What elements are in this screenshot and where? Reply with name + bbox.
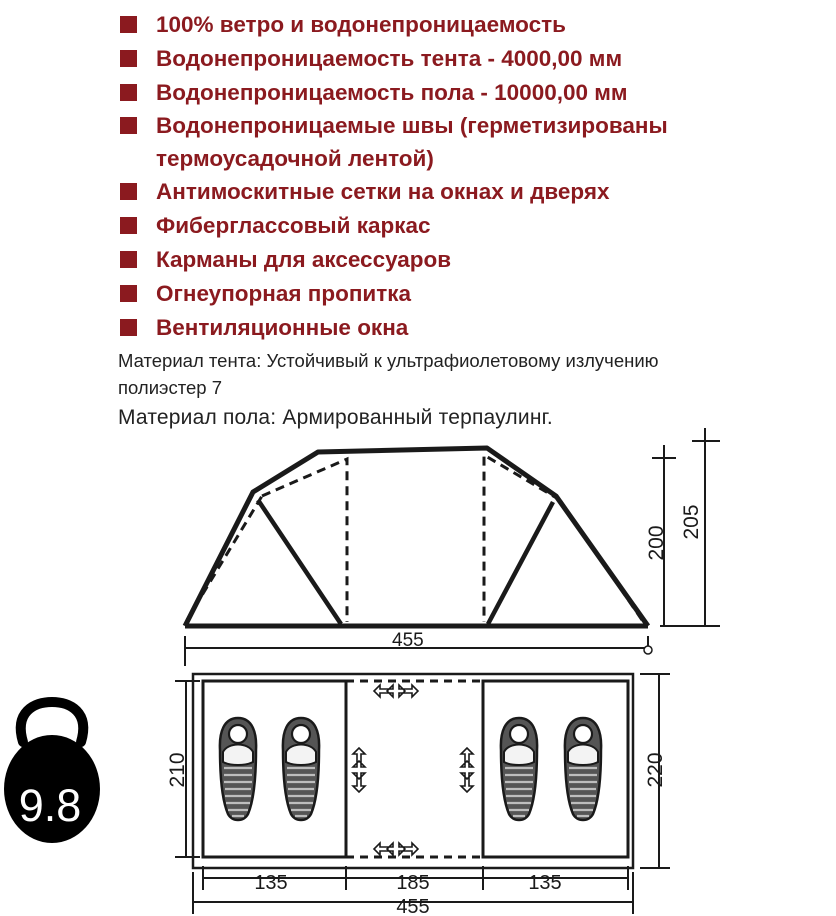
weight-value: 9.8 [18,780,82,831]
tent-material-text: Материал тента: Устойчивый к ультрафиолетовому излучению [118,350,659,371]
sleeping-bag-icon [283,718,319,820]
floor-material-text: Материал пола: Армированный терпаулинг. [118,406,553,429]
inner-height-label: 200 [645,525,668,561]
room-right-label: 135 [528,872,562,894]
sleeping-bag-icon [220,718,256,820]
total-height-label: 205 [680,504,703,540]
feature-item: Водонепроницаемые швы (герметизированы термоусадочной лентой) [118,109,828,175]
tent-material-text-cont: полиэстер 7 [118,377,222,398]
side-width-label: 455 [392,630,424,651]
feature-item: Фиберглассовый каркас [118,209,828,243]
feature-item: Вентиляционные окна [118,311,828,345]
feature-item: Огнеупорная пропитка [118,277,828,311]
inner-depth-label: 210 [166,752,189,788]
room-left-label: 135 [254,872,288,894]
feature-item: Антимоскитные сетки на окнах и дверях [118,175,828,209]
total-depth-label: 220 [644,752,667,788]
feature-item: Водонепроницаемость тента - 4000,00 мм [118,42,828,76]
sleeping-bag-icon [501,718,537,820]
door-arrows-icon [461,748,473,792]
tent-side-view [185,428,720,666]
door-arrows-icon [353,748,365,792]
door-arrows-icon [374,843,418,855]
feature-item: 100% ветро и водонепроницаемость [118,8,828,42]
floor-length-label: 455 [396,896,430,916]
vestibule-label: 185 [396,872,430,894]
sleeping-bag-icon [565,718,601,820]
door-arrows-icon [374,685,418,697]
feature-item: Водонепроницаемость пола - 10000,00 мм [118,76,828,110]
feature-item: Карманы для аксессуаров [118,243,828,277]
